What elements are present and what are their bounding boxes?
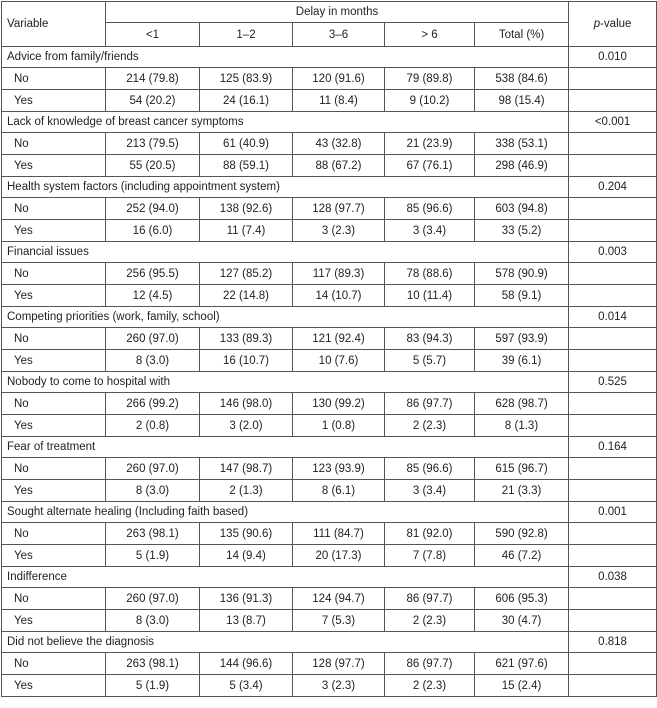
count-cell: 590 (92.8) <box>475 523 569 545</box>
count-cell: 85 (96.6) <box>385 458 475 480</box>
category-row <box>2 307 657 328</box>
count-cell: 628 (98.7) <box>475 393 569 415</box>
header-pvalue <box>569 2 657 47</box>
count-cell: 14 (9.4) <box>200 545 293 567</box>
count-cell: 8 (1.3) <box>475 415 569 437</box>
count-cell: 2 (1.3) <box>200 480 293 502</box>
count-cell: 5 (5.7) <box>385 350 475 372</box>
count-cell: 578 (90.9) <box>475 263 569 285</box>
table-row-yes <box>2 415 657 437</box>
count-cell: 21 (23.9) <box>385 133 475 155</box>
yes-label: Yes <box>2 610 106 632</box>
table-row-no <box>2 328 657 350</box>
count-cell: 128 (97.7) <box>293 653 385 675</box>
header-row-1 <box>2 2 657 23</box>
p-value: 0.818 <box>569 632 657 653</box>
count-cell: 16 (6.0) <box>106 220 200 242</box>
count-cell: 54 (20.2) <box>106 90 200 112</box>
count-cell: 117 (89.3) <box>293 263 385 285</box>
count-cell: 2 (2.3) <box>385 675 475 697</box>
count-cell: 67 (76.1) <box>385 155 475 177</box>
count-cell: 130 (99.2) <box>293 393 385 415</box>
count-cell: 86 (97.7) <box>385 653 475 675</box>
count-cell: 78 (88.6) <box>385 263 475 285</box>
yes-label: Yes <box>2 675 106 697</box>
p-value: 0.164 <box>569 437 657 458</box>
no-label: No <box>2 653 106 675</box>
header-col-lt1: <1 <box>106 23 200 47</box>
count-cell: 58 (9.1) <box>475 285 569 307</box>
count-cell: 5 (3.4) <box>200 675 293 697</box>
empty-pvalue-cell <box>569 328 657 350</box>
no-label: No <box>2 263 106 285</box>
category-row <box>2 437 657 458</box>
table-row-no <box>2 263 657 285</box>
count-cell: 263 (98.1) <box>106 523 200 545</box>
yes-label: Yes <box>2 220 106 242</box>
no-label: No <box>2 588 106 610</box>
yes-label: Yes <box>2 155 106 177</box>
count-cell: 256 (95.5) <box>106 263 200 285</box>
empty-pvalue-cell <box>569 350 657 372</box>
yes-label: Yes <box>2 90 106 112</box>
category-row <box>2 47 657 68</box>
count-cell: 260 (97.0) <box>106 328 200 350</box>
category-row <box>2 372 657 393</box>
empty-pvalue-cell <box>569 458 657 480</box>
count-cell: 123 (93.9) <box>293 458 385 480</box>
count-cell: 24 (16.1) <box>200 90 293 112</box>
count-cell: 136 (91.3) <box>200 588 293 610</box>
table-row-no <box>2 68 657 90</box>
count-cell: 3 (3.4) <box>385 480 475 502</box>
count-cell: 214 (79.8) <box>106 68 200 90</box>
empty-pvalue-cell <box>569 545 657 567</box>
no-label: No <box>2 523 106 545</box>
count-cell: 2 (0.8) <box>106 415 200 437</box>
header-col-1-2: 1–2 <box>200 23 293 47</box>
count-cell: 39 (6.1) <box>475 350 569 372</box>
count-cell: 121 (92.4) <box>293 328 385 350</box>
empty-pvalue-cell <box>569 675 657 697</box>
count-cell: 2 (2.3) <box>385 415 475 437</box>
table-row-no <box>2 393 657 415</box>
count-cell: 133 (89.3) <box>200 328 293 350</box>
count-cell: 85 (96.6) <box>385 198 475 220</box>
p-value: 0.204 <box>569 177 657 198</box>
count-cell: 79 (89.8) <box>385 68 475 90</box>
count-cell: 13 (8.7) <box>200 610 293 632</box>
empty-pvalue-cell <box>569 155 657 177</box>
category-row <box>2 502 657 523</box>
empty-pvalue-cell <box>569 133 657 155</box>
count-cell: 144 (96.6) <box>200 653 293 675</box>
category-row <box>2 112 657 133</box>
table-row-yes <box>2 675 657 697</box>
table-row-yes <box>2 155 657 177</box>
p-value: 0.038 <box>569 567 657 588</box>
count-cell: 12 (4.5) <box>106 285 200 307</box>
category-name: Fear of treatment <box>2 437 569 458</box>
no-label: No <box>2 198 106 220</box>
empty-pvalue-cell <box>569 90 657 112</box>
count-cell: 615 (96.7) <box>475 458 569 480</box>
count-cell: 147 (98.7) <box>200 458 293 480</box>
category-name: Lack of knowledge of breast cancer symptoms <box>2 112 569 133</box>
count-cell: 298 (46.9) <box>475 155 569 177</box>
table-body <box>2 2 657 697</box>
count-cell: 22 (14.8) <box>200 285 293 307</box>
no-label: No <box>2 458 106 480</box>
count-cell: 5 (1.9) <box>106 675 200 697</box>
table-row-yes <box>2 545 657 567</box>
table-row-yes <box>2 220 657 242</box>
count-cell: 135 (90.6) <box>200 523 293 545</box>
category-name: Competing priorities (work, family, school) <box>2 307 569 328</box>
header-delay: Delay in months <box>106 2 569 23</box>
empty-pvalue-cell <box>569 610 657 632</box>
count-cell: 338 (53.1) <box>475 133 569 155</box>
category-name: Indifference <box>2 567 569 588</box>
count-cell: 86 (97.7) <box>385 588 475 610</box>
table-row-yes <box>2 610 657 632</box>
count-cell: 86 (97.7) <box>385 393 475 415</box>
empty-pvalue-cell <box>569 523 657 545</box>
count-cell: 9 (10.2) <box>385 90 475 112</box>
count-cell: 120 (91.6) <box>293 68 385 90</box>
count-cell: 621 (97.6) <box>475 653 569 675</box>
count-cell: 8 (3.0) <box>106 610 200 632</box>
count-cell: 538 (84.6) <box>475 68 569 90</box>
count-cell: 260 (97.0) <box>106 588 200 610</box>
count-cell: 16 (10.7) <box>200 350 293 372</box>
count-cell: 43 (32.8) <box>293 133 385 155</box>
category-row <box>2 242 657 263</box>
empty-pvalue-cell <box>569 415 657 437</box>
yes-label: Yes <box>2 350 106 372</box>
empty-pvalue-cell <box>569 68 657 90</box>
count-cell: 252 (94.0) <box>106 198 200 220</box>
empty-pvalue-cell <box>569 653 657 675</box>
count-cell: 14 (10.7) <box>293 285 385 307</box>
empty-pvalue-cell <box>569 480 657 502</box>
count-cell: 128 (97.7) <box>293 198 385 220</box>
count-cell: 7 (5.3) <box>293 610 385 632</box>
count-cell: 3 (3.4) <box>385 220 475 242</box>
p-value: <0.001 <box>569 112 657 133</box>
count-cell: 21 (3.3) <box>475 480 569 502</box>
count-cell: 124 (94.7) <box>293 588 385 610</box>
category-name: Health system factors (including appointment system) <box>2 177 569 198</box>
count-cell: 11 (8.4) <box>293 90 385 112</box>
count-cell: 3 (2.3) <box>293 675 385 697</box>
count-cell: 88 (59.1) <box>200 155 293 177</box>
empty-pvalue-cell <box>569 588 657 610</box>
count-cell: 8 (3.0) <box>106 350 200 372</box>
count-cell: 55 (20.5) <box>106 155 200 177</box>
no-label: No <box>2 328 106 350</box>
header-variable: Variable <box>2 2 106 47</box>
count-cell: 146 (98.0) <box>200 393 293 415</box>
count-cell: 263 (98.1) <box>106 653 200 675</box>
no-label: No <box>2 68 106 90</box>
table-row-no <box>2 523 657 545</box>
table-row-no <box>2 653 657 675</box>
empty-pvalue-cell <box>569 393 657 415</box>
empty-pvalue-cell <box>569 285 657 307</box>
count-cell: 260 (97.0) <box>106 458 200 480</box>
header-col-3-6: 3–6 <box>293 23 385 47</box>
category-name: Nobody to come to hospital with <box>2 372 569 393</box>
category-name: Sought alternate healing (Including faith based) <box>2 502 569 523</box>
header-pvalue-italic: p <box>593 18 601 30</box>
count-cell: 8 (6.1) <box>293 480 385 502</box>
count-cell: 81 (92.0) <box>385 523 475 545</box>
count-cell: 61 (40.9) <box>200 133 293 155</box>
table-row-yes <box>2 285 657 307</box>
yes-label: Yes <box>2 285 106 307</box>
table-row-no <box>2 133 657 155</box>
category-name: Financial issues <box>2 242 569 263</box>
table-row-yes <box>2 350 657 372</box>
table-row-no <box>2 458 657 480</box>
p-value: 0.014 <box>569 307 657 328</box>
count-cell: 10 (11.4) <box>385 285 475 307</box>
header-col-total: Total (%) <box>475 23 569 47</box>
yes-label: Yes <box>2 545 106 567</box>
category-row <box>2 632 657 653</box>
table-row-yes <box>2 480 657 502</box>
count-cell: 213 (79.5) <box>106 133 200 155</box>
count-cell: 98 (15.4) <box>475 90 569 112</box>
table-row-no <box>2 198 657 220</box>
table-row-yes <box>2 90 657 112</box>
count-cell: 30 (4.7) <box>475 610 569 632</box>
no-label: No <box>2 393 106 415</box>
header-col-gt6: > 6 <box>385 23 475 47</box>
count-cell: 11 (7.4) <box>200 220 293 242</box>
header-pvalue-rest: -value <box>600 18 632 30</box>
count-cell: 138 (92.6) <box>200 198 293 220</box>
no-label: No <box>2 133 106 155</box>
count-cell: 8 (3.0) <box>106 480 200 502</box>
delay-factors-table <box>1 1 657 697</box>
p-value: 0.010 <box>569 47 657 68</box>
empty-pvalue-cell <box>569 198 657 220</box>
yes-label: Yes <box>2 415 106 437</box>
count-cell: 125 (83.9) <box>200 68 293 90</box>
count-cell: 603 (94.8) <box>475 198 569 220</box>
count-cell: 33 (5.2) <box>475 220 569 242</box>
count-cell: 2 (2.3) <box>385 610 475 632</box>
category-row <box>2 177 657 198</box>
count-cell: 15 (2.4) <box>475 675 569 697</box>
table-row-no <box>2 588 657 610</box>
count-cell: 10 (7.6) <box>293 350 385 372</box>
count-cell: 127 (85.2) <box>200 263 293 285</box>
p-value: 0.001 <box>569 502 657 523</box>
category-name: Advice from family/friends <box>2 47 569 68</box>
count-cell: 597 (93.9) <box>475 328 569 350</box>
count-cell: 3 (2.3) <box>293 220 385 242</box>
p-value: 0.003 <box>569 242 657 263</box>
count-cell: 20 (17.3) <box>293 545 385 567</box>
count-cell: 3 (2.0) <box>200 415 293 437</box>
empty-pvalue-cell <box>569 220 657 242</box>
empty-pvalue-cell <box>569 263 657 285</box>
yes-label: Yes <box>2 480 106 502</box>
count-cell: 5 (1.9) <box>106 545 200 567</box>
count-cell: 46 (7.2) <box>475 545 569 567</box>
count-cell: 606 (95.3) <box>475 588 569 610</box>
count-cell: 7 (7.8) <box>385 545 475 567</box>
count-cell: 83 (94.3) <box>385 328 475 350</box>
count-cell: 111 (84.7) <box>293 523 385 545</box>
p-value: 0.525 <box>569 372 657 393</box>
category-row <box>2 567 657 588</box>
count-cell: 1 (0.8) <box>293 415 385 437</box>
category-name: Did not believe the diagnosis <box>2 632 569 653</box>
count-cell: 88 (67.2) <box>293 155 385 177</box>
count-cell: 266 (99.2) <box>106 393 200 415</box>
